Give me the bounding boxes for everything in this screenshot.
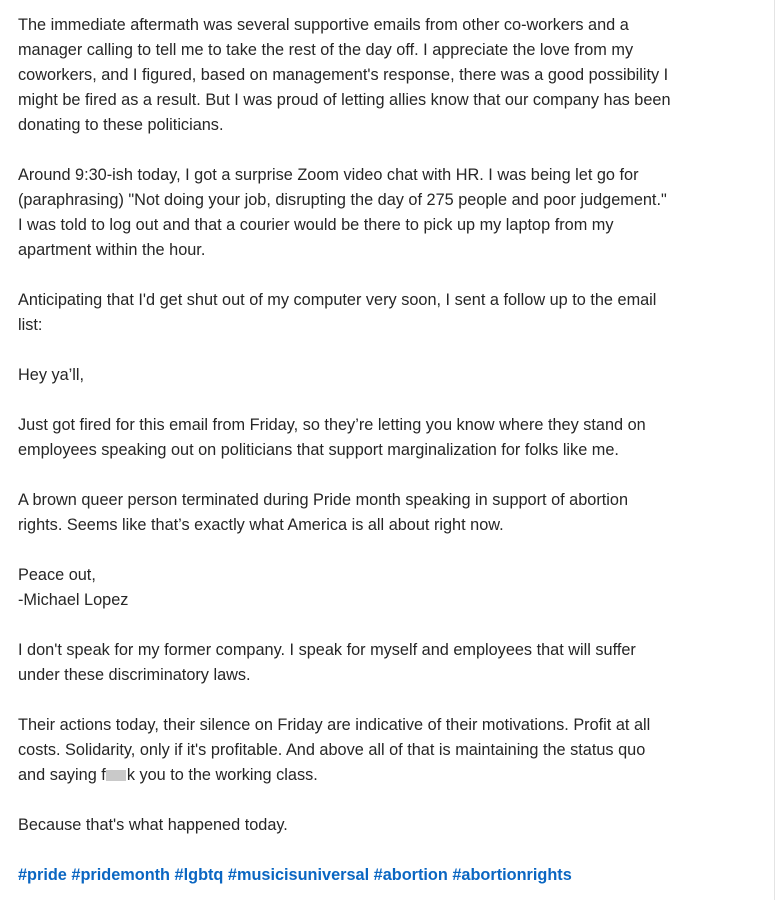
hashtag-abortion[interactable]: #abortion — [373, 866, 448, 884]
post-paragraph — [18, 13, 774, 138]
post-paragraph — [18, 488, 774, 538]
censor-block — [106, 770, 126, 781]
text-line: costs. Solidarity, only if it's profitable. And above all of that is maintaining the status quo — [18, 741, 646, 759]
email-greeting — [18, 363, 774, 388]
text-line: Their actions today, their silence on Friday are indicative of their motivations. Profit at all — [18, 716, 651, 734]
post-paragraph — [18, 813, 774, 838]
post-paragraph — [18, 413, 774, 463]
text-line: coworkers, and I figured, based on management's response, there was a good possibility I — [18, 66, 669, 84]
text-line: employees speaking out on politicians that support marginalization for folks like me. — [18, 441, 619, 459]
censored-text-after: k you to the working class. — [126, 766, 318, 784]
post-paragraph — [18, 638, 774, 688]
post-paragraph — [18, 163, 774, 263]
hashtag-abortionrights[interactable]: #abortionrights — [452, 866, 572, 884]
hashtag-lgbtq[interactable]: #lgbtq — [174, 866, 224, 884]
hashtag-pridemonth[interactable]: #pridemonth — [71, 866, 171, 884]
text-line: (paraphrasing) "Not doing your job, disrupting the day of 275 people and poor judgement." — [18, 191, 667, 209]
text-line: A brown queer person terminated during Pride month speaking in support of abortion — [18, 491, 629, 509]
hashtag-musicisuniversal[interactable]: #musicisuniversal — [227, 866, 370, 884]
text-line: Just got fired for this email from Friday, so they’re letting you know where they stand on — [18, 416, 646, 434]
text-line: I don't speak for my former company. I speak for myself and employees that will suffer — [18, 641, 636, 659]
hashtag-pride[interactable]: #pride — [18, 866, 67, 884]
text-line: might be fired as a result. But I was proud of letting allies know that our company has been — [18, 91, 671, 109]
text-line: Because that's what happened today. — [18, 816, 288, 834]
text-line: apartment within the hour. — [18, 241, 206, 259]
hashtag-list — [18, 863, 774, 888]
post-paragraph — [18, 288, 774, 338]
text-line: rights. Seems like that’s exactly what America is all about right now. — [18, 516, 504, 534]
post-paragraph — [18, 713, 774, 788]
text-line: donating to these politicians. — [18, 116, 224, 134]
text-line: under these discriminatory laws. — [18, 666, 251, 684]
text-line: Hey ya’ll, — [18, 366, 85, 384]
text-line: I was told to log out and that a courier would be there to pick up my laptop from my — [18, 216, 614, 234]
text-line: The immediate aftermath was several supportive emails from other co-workers and a — [18, 16, 629, 34]
text-line-censored — [18, 763, 744, 788]
censored-text-before: and saying f — [18, 766, 106, 784]
signature-line: -Michael Lopez — [18, 591, 129, 609]
text-line: Around 9:30-ish today, I got a surprise Zoom video chat with HR. I was being let go for — [18, 166, 639, 184]
email-signoff — [18, 563, 774, 613]
text-line: Peace out, — [18, 566, 96, 584]
text-line: list: — [18, 316, 43, 334]
text-line: manager calling to tell me to take the rest of the day off. I appreciate the love from my — [18, 41, 634, 59]
text-line: Anticipating that I'd get shut out of my computer very soon, I sent a follow up to the email — [18, 291, 657, 309]
